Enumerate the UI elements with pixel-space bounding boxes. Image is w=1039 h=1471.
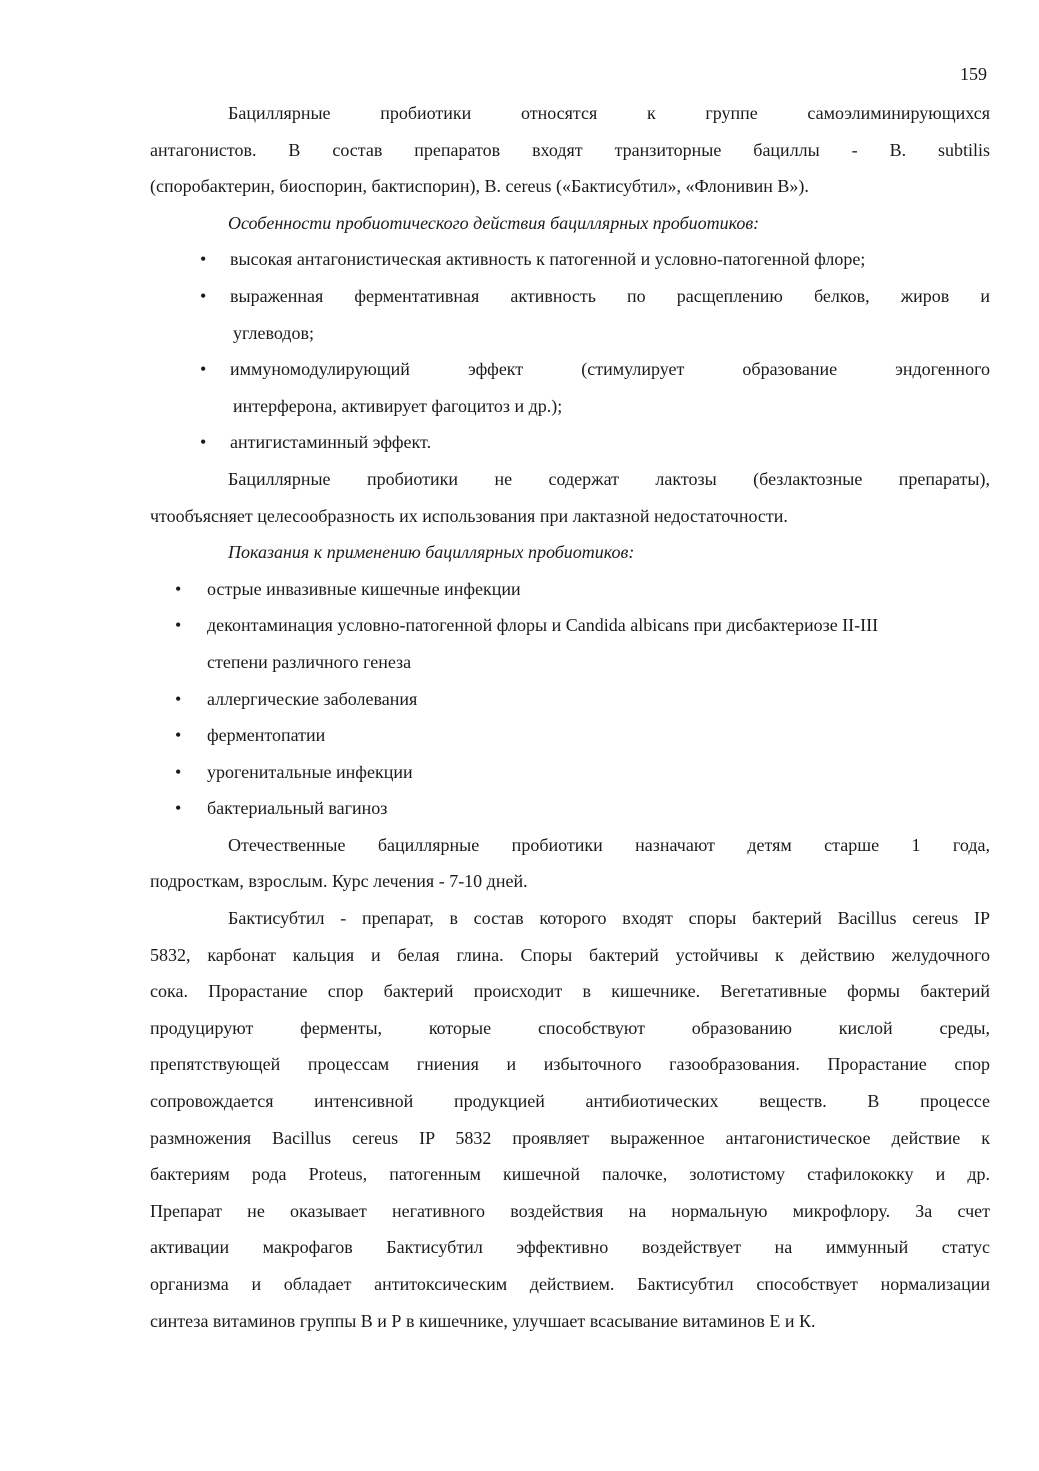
list-item-text: углеводов; [233,322,314,343]
paragraph-line: сока. Прорастание спор бактерий происходит в кишечнике. Вегетативные формы бактерий [150,981,990,1002]
list-item-text: • иммуномодулирующий эффект (стимулирует образование эндогенного [230,359,990,380]
paragraph-line: сопровождается интенсивной продукцией антибиотических веществ. В процессе [150,1091,990,1112]
list-item-text: острые инвазивные кишечные инфекции [207,578,521,599]
list-item [150,790,990,827]
list-item-text: степени различного генеза [207,651,412,672]
list-item-text: бактериальный вагиноз [207,798,388,819]
list-item-text: антигистаминный эффект. [230,432,432,453]
indications-list [150,571,990,827]
paragraph-line: Препарат не оказывает негативного воздействия на нормальную микрофлору. За счет [150,1200,990,1221]
paragraph-baktisubtil [150,900,990,1339]
page-number: 159 [960,64,987,84]
paragraph-bacillary-probiotics [150,95,990,205]
list-item [150,607,990,680]
list-item-text: урогенитальные инфекции [207,761,413,782]
heading-features: Особенности пробиотического действия бациллярных пробиотиков: [228,212,760,233]
paragraph-lactose [150,461,990,534]
paragraph-line: Бактисубтил - препарат, в состав которого входят споры бактерий Bacillus cereus IP [228,908,990,929]
heading-indications: Показания к применению бациллярных пробиотиков: [228,542,635,563]
list-item-text: интерферона, активирует фагоцитоз и др.); [233,395,563,416]
paragraph-line: активации макрофагов Бактисубтил эффективно воздействует на иммунный статус [150,1237,990,1258]
paragraph-line: (споробактерин, биоспорин, бактиспорин), B. cereus («Бактисубтил», «Флонивин В»). [150,176,809,197]
paragraph-line: организма и обладает антитоксическим действием. Бактисубтил способствует нормализации [150,1274,990,1294]
paragraph-line: препятствующей процессам гниения и избыточного газообразования. Прорастание спор [150,1054,990,1075]
list-item [150,754,990,791]
list-item [150,351,990,424]
list-item [150,571,990,608]
list-item-text: высокая антагонистическая активность к патогенной и условно-патогенной флоре; [230,249,866,270]
list-item [150,278,990,351]
list-item [150,681,990,718]
list-item [150,241,990,278]
list-item [150,717,990,754]
list-item-text: аллергические заболевания [207,688,418,709]
paragraph-line: размножения Bacillus cereus IP 5832 проявляет выраженное антагонистическое действие к [150,1127,990,1148]
features-list [150,241,990,461]
paragraph-line: бактериям рода Proteus, патогенным кишечной палочке, золотистому стафилококку и др. [150,1164,990,1185]
paragraph-line: чтообъясняет целесообразность их использования при лактазной недостаточности. [150,505,788,526]
paragraph-line: синтеза витаминов группы В и Р в кишечнике, улучшает всасывание витаминов Е и К. [150,1310,816,1331]
paragraph-line: Бациллярные пробиотики относятся к группе самоэлиминирующихся [228,103,990,123]
list-item-text: • деконтаминация условно-патогенной флоры и Candida albicans при дисбактериозе II-III [207,615,879,636]
paragraph-line: Отечественные бациллярные пробиотики назначают детям старше 1 года, [228,834,990,855]
paragraph-line: антагонистов. В состав препаратов входят транзиторные бациллы - B. subtilis [150,139,990,160]
list-item-text: • выраженная ферментативная активность по расщеплению белков, жиров и [230,285,990,306]
paragraph-dosage [150,827,990,900]
list-item-text: ферментопатии [207,725,326,746]
paragraph-line: Бациллярные пробиотики не содержат лактозы (безлактозные препараты), [228,468,990,489]
list-item [150,424,990,461]
paragraph-line: продуцируют ферменты, которые способствуют образованию кислой среды, [150,1017,990,1038]
paragraph-line: подросткам, взрослым. Курс лечения - 7-10 дней. [150,871,528,892]
page-content [150,95,990,1339]
paragraph-line: 5832, карбонат кальция и белая глина. Споры бактерий устойчивы к действию желудочного [150,944,990,965]
